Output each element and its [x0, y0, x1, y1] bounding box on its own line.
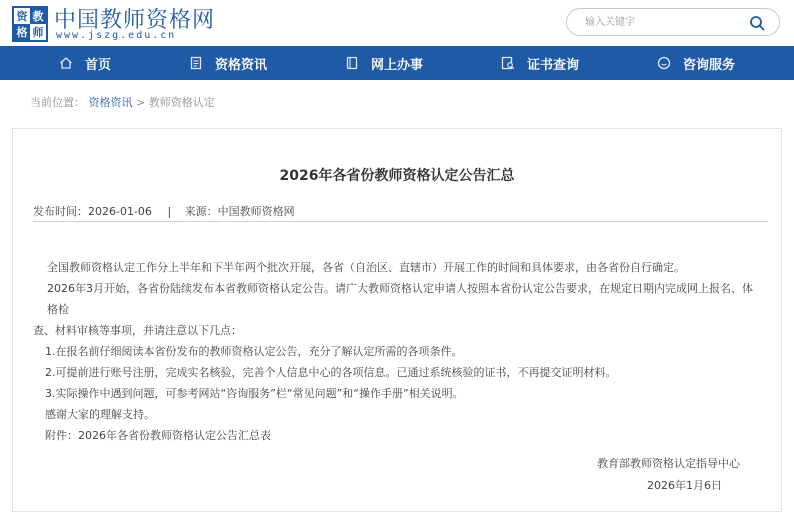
- logo-char: 格: [14, 24, 30, 40]
- search-input[interactable]: [585, 14, 745, 31]
- nav-item-online-service[interactable]: [345, 54, 423, 73]
- breadcrumb-prefix: 当前位置：: [30, 96, 85, 109]
- breadcrumb-separator: >: [136, 96, 149, 109]
- breadcrumb-current: 教师资格认定: [148, 96, 215, 109]
- breadcrumb-link-news[interactable]: 资格资讯: [88, 96, 133, 109]
- book-icon: [345, 56, 359, 70]
- logo-char: 师: [32, 26, 44, 39]
- chat-icon: [657, 56, 671, 70]
- attachment-link[interactable]: 附件：2026年各省份教师资格认定公告汇总表: [45, 429, 271, 442]
- article-source: 来源：中国教师资格网: [184, 205, 295, 218]
- nav-item-home[interactable]: [59, 54, 111, 73]
- nav-item-consulting[interactable]: [657, 54, 735, 73]
- list-item: 2.可提前进行账号注册，完成实名核验，完善个人信息中心的各项信息。已通过系统核验的证书，不再提交证明材料。: [45, 366, 617, 379]
- publish-time: 发布时间：2026-01-06: [33, 205, 152, 218]
- certificate-search-icon: [501, 56, 515, 70]
- divider: [33, 221, 768, 222]
- nav-item-certificate-query[interactable]: [501, 54, 579, 73]
- paragraph: 2026年3月开始，各省份陆续发布本省教师资格认定公告。请广大教师资格认定申请人按照本省份认定公告要求，在规定日期内完成网上报名、体格检: [47, 282, 753, 316]
- list-item: 3.实际操作中遇到问题，可参考网站“咨询服务”栏“常见问题”和“操作手册”相关说明。: [45, 387, 464, 400]
- meta-separator: |: [167, 205, 172, 218]
- paragraph: 感谢大家的理解支持。: [45, 408, 155, 421]
- site-logo[interactable]: [12, 6, 48, 42]
- home-icon: [59, 56, 73, 70]
- paragraph: 查、材料审核等事项，并请注意以下几点：: [33, 324, 242, 337]
- signature-date: 2026年1月6日: [647, 479, 722, 492]
- signature-org: 教育部教师资格认定指导中心: [597, 457, 740, 470]
- logo-char: 教: [30, 8, 46, 24]
- main-nav: [0, 46, 794, 80]
- nav-item-label: 咨询服务: [682, 57, 735, 73]
- site-header: [0, 0, 794, 46]
- nav-item-label: 网上办事: [370, 57, 423, 73]
- paragraph: 全国教师资格认定工作分上半年和下半年两个批次开展，各省（自治区、直辖市）开展工作的时间和具体要求，由各省份自行确定。: [47, 261, 685, 274]
- nav-item-label: 证书查询: [526, 57, 579, 73]
- article-title: 2026年各省份教师资格认定公告汇总: [279, 168, 515, 184]
- article-meta: [33, 203, 295, 219]
- article-body: [33, 257, 763, 446]
- site-url: www.jszg.edu.cn: [56, 30, 177, 41]
- logo-char: 资: [16, 10, 28, 23]
- search-box: [566, 8, 780, 36]
- article-panel: [12, 128, 782, 512]
- list-item: 1.在报名前仔细阅读本省份发布的教师资格认定公告，充分了解认定所需的各项条件。: [45, 345, 463, 358]
- breadcrumb: [30, 94, 215, 110]
- search-icon[interactable]: [749, 15, 765, 31]
- nav-item-label: 首页: [84, 57, 111, 73]
- nav-item-label: 资格资讯: [214, 57, 267, 73]
- site-title[interactable]: 中国教师资格网: [54, 8, 216, 33]
- nav-item-news[interactable]: [189, 54, 267, 73]
- document-icon: [189, 56, 203, 70]
